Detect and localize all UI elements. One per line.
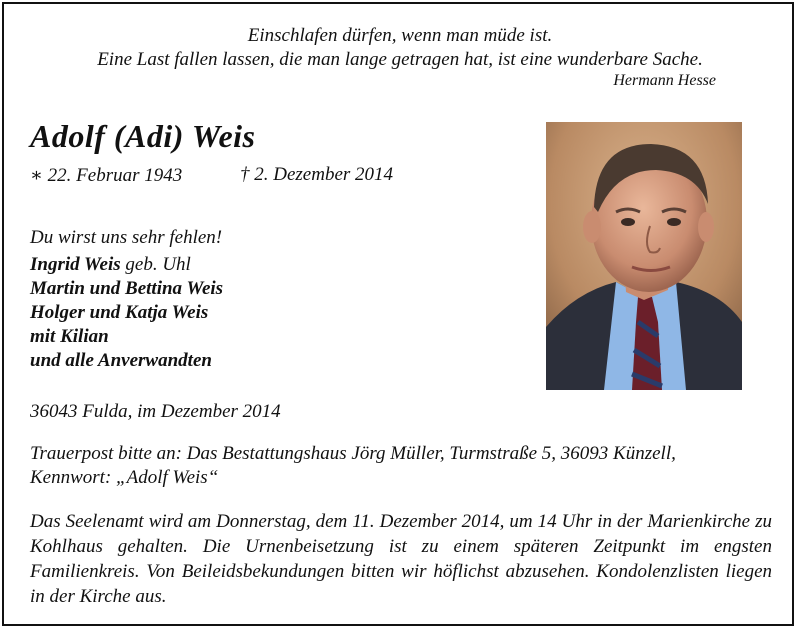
quote-line-2: Eine Last fallen lassen, die man lange getragen hat, ist eine wunderbare Sache. bbox=[97, 49, 703, 70]
farewell-text: Du wirst uns sehr fehlen! bbox=[30, 227, 223, 248]
death-date: † 2. Dezember 2014 bbox=[240, 164, 394, 185]
quote-author: Hermann Hesse bbox=[613, 72, 716, 89]
mail-line-2: Kennwort: „Adolf Weis“ bbox=[30, 467, 219, 488]
family-member: Martin und Bettina Weis bbox=[30, 278, 224, 299]
quote-line-1: Einschlafen dürfen, wenn man müde ist. bbox=[247, 25, 553, 46]
place-date: 36043 Fulda, im Dezember 2014 bbox=[30, 401, 281, 422]
mail-info bbox=[30, 442, 676, 490]
family-list bbox=[30, 253, 223, 373]
family-member: mit Kilian bbox=[30, 326, 109, 347]
portrait-photo-icon bbox=[546, 122, 742, 390]
deceased-name: Adolf (Adi) Weis bbox=[30, 118, 256, 154]
family-member: und alle Anverwandten bbox=[30, 350, 212, 371]
birth-date: ∗ 22. Februar 1943 bbox=[30, 165, 183, 186]
family-member: Holger und Katja Weis bbox=[30, 302, 209, 323]
service-text: Das Seelenamt wird am Donnerstag, dem 11. Dezember 2014, um 14 Uhr in der Marienkirche zu Kohlhaus gehalten. Die Urnenbeisetzung ist zu einem späteren Zeitpunkt im engsten Familienkreis. Von Beileidsbekundungen bitten wir höflichst abzusehen. Kondolenzlisten liegen in der Kirche aus. bbox=[30, 511, 772, 607]
mail-line-1: Trauerpost bitte an: Das Bestattungshaus Jörg Müller, Turmstraße 5, 36093 Künzell, bbox=[30, 443, 676, 464]
family-member: Ingrid Weis geb. Uhl bbox=[30, 254, 191, 275]
